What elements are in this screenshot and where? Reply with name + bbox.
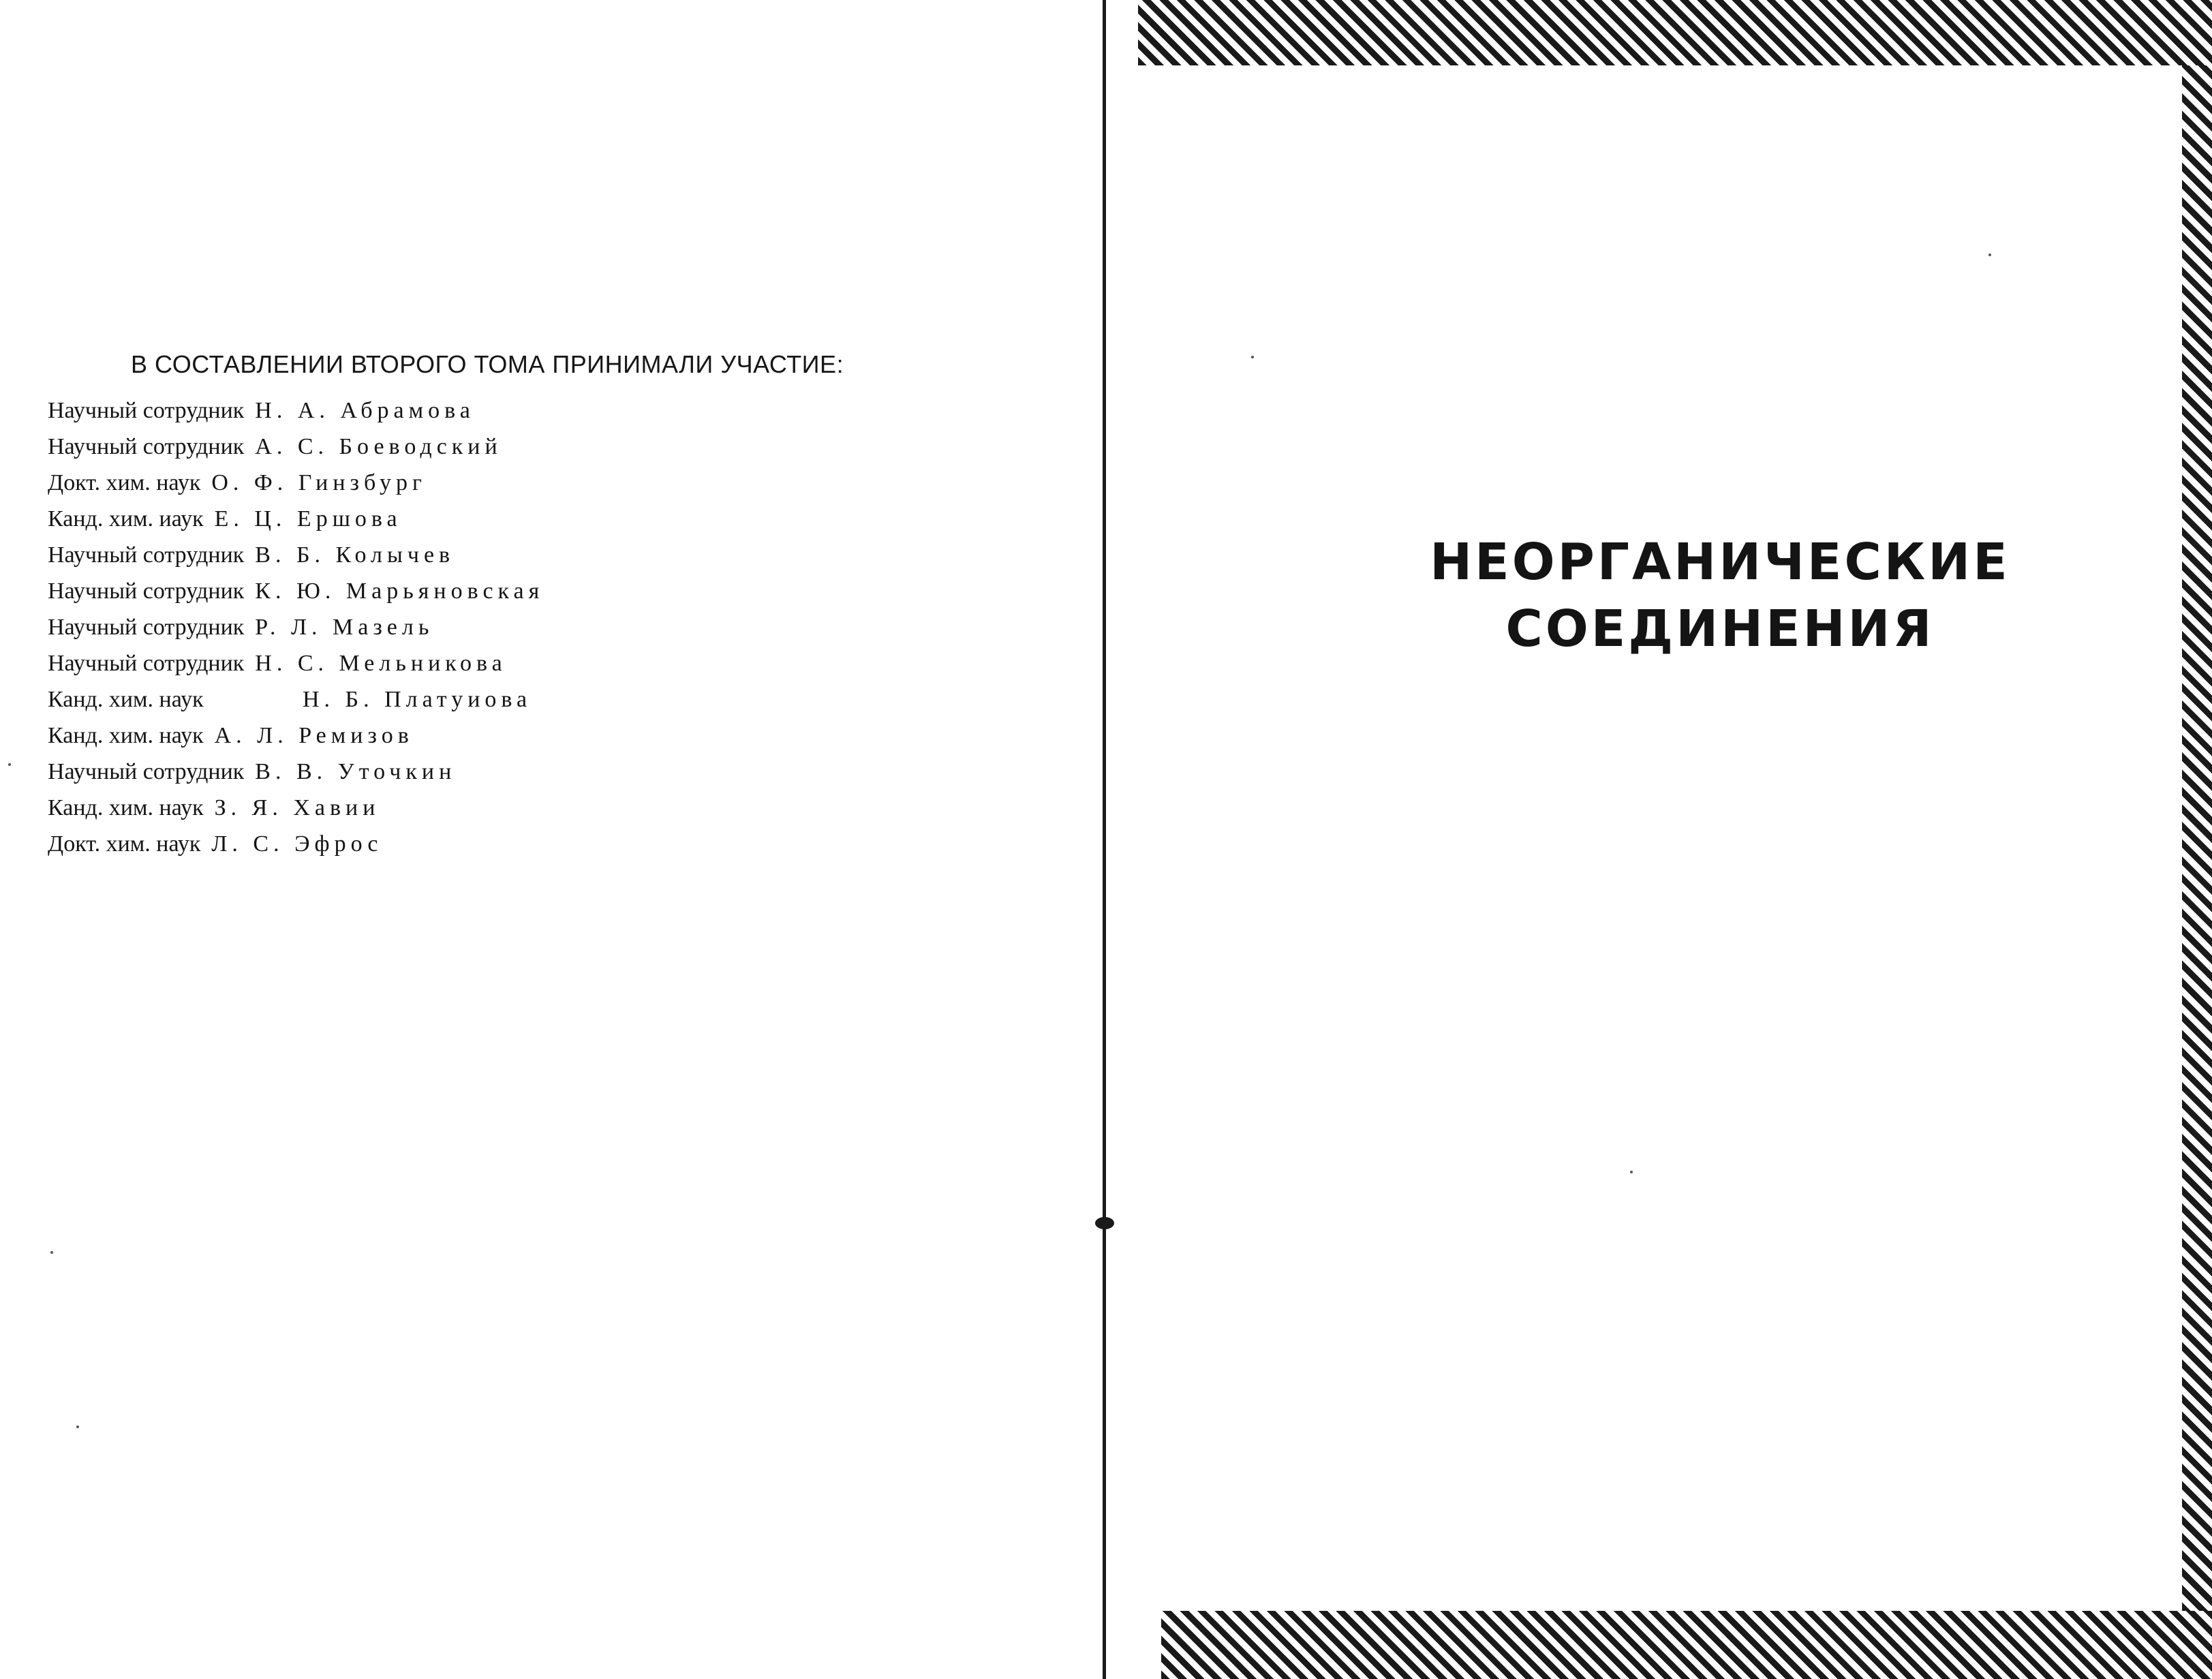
contributor-row — [48, 795, 544, 831]
contributor-row — [48, 615, 544, 651]
contributor-title: Научный сотрудник — [48, 651, 245, 676]
contributor-title: Канд. хим. наук — [48, 723, 204, 748]
hatched-border-bottom — [1161, 1611, 2212, 1679]
print-speck — [50, 1251, 53, 1254]
contributor-row — [48, 542, 544, 579]
contributor-row — [48, 723, 544, 759]
print-speck — [76, 1426, 79, 1428]
contributor-row — [48, 398, 544, 434]
contributor-name: В. В. Уточкин — [255, 759, 457, 784]
contributor-name: Е. Ц. Ершова — [214, 506, 402, 532]
print-speck — [1251, 356, 1254, 358]
book-title-line: СОЕДИНЕНИЯ — [1505, 600, 1935, 658]
print-speck — [1988, 253, 1991, 256]
contributor-row — [48, 759, 544, 795]
right-page — [1107, 0, 2212, 1679]
contributor-title: Канд. хим. наук — [48, 795, 204, 820]
left-page — [0, 0, 1097, 1679]
contributor-row — [48, 831, 544, 867]
contributor-row — [48, 579, 544, 615]
hatched-border-top — [1138, 0, 2212, 65]
contributor-row — [48, 506, 544, 542]
book-spine — [1103, 0, 1106, 1679]
contributor-title: Научный сотрудник — [48, 615, 245, 640]
contributor-title: Канд. хим. наук — [48, 687, 204, 712]
contributors-heading: В СОСТАВЛЕНИИ ВТОРОГО ТОМА ПРИНИМАЛИ УЧАСТИЕ: — [131, 350, 844, 378]
contributor-title: Докт. хим. наук — [48, 831, 201, 857]
hatched-border-right — [2182, 65, 2212, 1611]
contributor-title: Научный сотрудник — [48, 542, 245, 568]
print-speck — [8, 763, 11, 766]
contributor-row — [48, 434, 544, 470]
contributor-title: Научный сотрудник — [48, 398, 245, 423]
contributor-row — [48, 651, 544, 687]
contributor-title: Канд. хим. иаук — [48, 506, 204, 532]
contributor-name: Р. Л. Мазель — [255, 615, 434, 640]
contributor-name: Н. С. Мельникова — [255, 651, 507, 676]
contributor-row — [48, 470, 544, 506]
contributor-title: Докт. хим. наук — [48, 470, 201, 495]
contributor-title: Научный сотрудник — [48, 759, 245, 784]
contributor-name: А. Л. Ремизов — [214, 723, 414, 748]
contributor-name: А. С. Боеводский — [255, 434, 502, 459]
contributor-name: В. Б. Колычев — [255, 542, 455, 568]
contributor-title: Научный сотрудник — [48, 579, 245, 604]
book-title-line: НЕОРГАНИЧЕСКИЕ — [1430, 533, 2010, 591]
print-speck — [1630, 1171, 1633, 1173]
contributor-name: О. Ф. Гинзбург — [211, 470, 427, 495]
book-title — [1379, 529, 2061, 662]
contributor-name: К. Ю. Марьяновская — [255, 579, 544, 604]
contributor-name: Л. С. Эфрос — [211, 831, 383, 857]
contributor-row — [48, 687, 544, 723]
contributors-list — [48, 398, 544, 867]
contributor-name: Н. А. Абрамова — [255, 398, 475, 423]
contributor-name: Н. Б. Платуиова — [303, 687, 532, 712]
contributor-name: З. Я. Хавии — [214, 795, 380, 820]
contributor-title: Научный сотрудник — [48, 434, 245, 459]
